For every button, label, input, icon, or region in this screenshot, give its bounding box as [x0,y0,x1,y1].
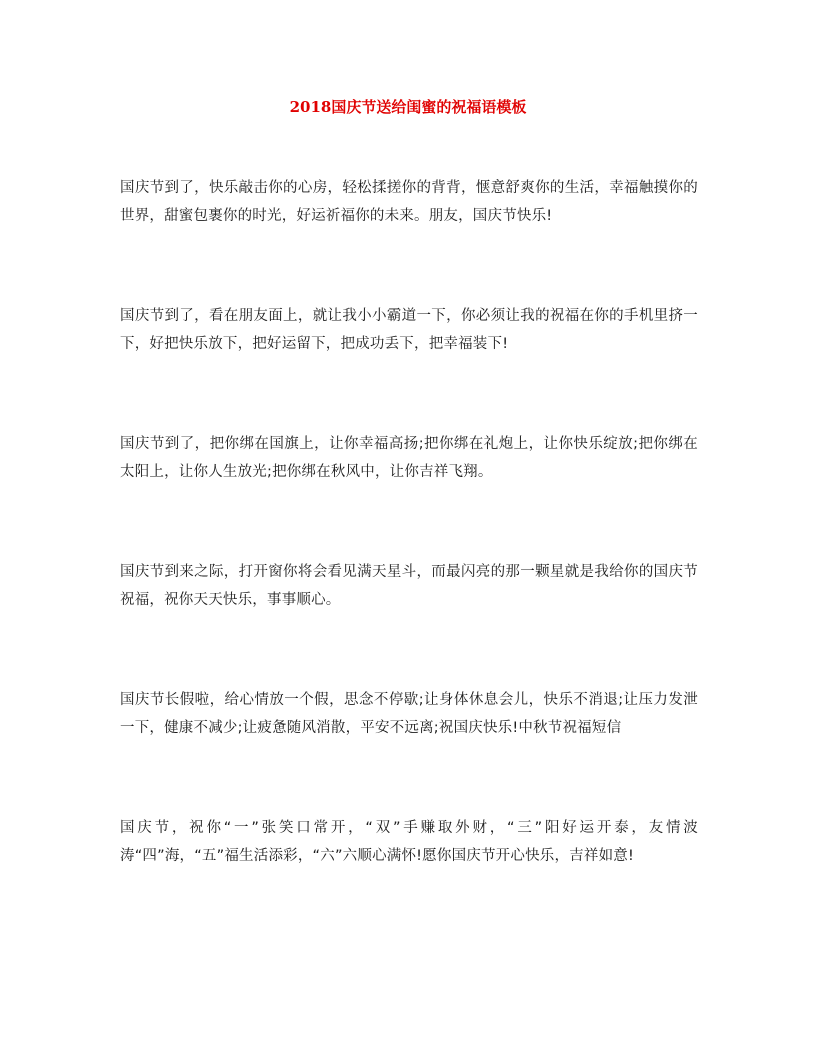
paragraph-2: 国庆节到了，看在朋友面上，就让我小小霸道一下，你必须让我的祝福在你的手机里挤一下，好把快乐放下，把好运留下，把成功丢下，把幸福装下! [120,308,698,352]
paragraph-3: 国庆节到了，把你绑在国旗上，让你幸福高扬;把你绑在礼炮上，让你快乐绽放;把你绑在太阳上，让你人生放光;把你绑在秋风中，让你吉祥飞翔。 [120,436,698,480]
paragraph-5: 国庆节长假啦，给心情放一个假，思念不停歇;让身体休息会儿，快乐不消退;让压力发泄一下，健康不减少;让疲惫随风消散，平安不远离;祝国庆快乐!中秋节祝福短信 [120,692,698,736]
document-body [120,174,698,942]
paragraph-4: 国庆节到来之际，打开窗你将会看见满天星斗，而最闪亮的那一颗星就是我给你的国庆节祝福，祝你天天快乐，事事顺心。 [120,564,698,608]
document-title: 2018国庆节送给闺蜜的祝福语模板 [289,98,527,116]
paragraph-1: 国庆节到了，快乐敲击你的心房，轻松揉搓你的背背，惬意舒爽你的生活，幸福触摸你的世界，甜蜜包裹你的时光，好运祈福你的未来。朋友，国庆节快乐! [120,180,698,224]
paragraph-6: 国庆节，祝你“一”张笑口常开，“双”手赚取外财，“三”阳好运开泰，友情波涛“四”海，“五”福生活添彩，“六”六顺心满怀!愿你国庆节开心快乐，吉祥如意! [120,820,698,864]
